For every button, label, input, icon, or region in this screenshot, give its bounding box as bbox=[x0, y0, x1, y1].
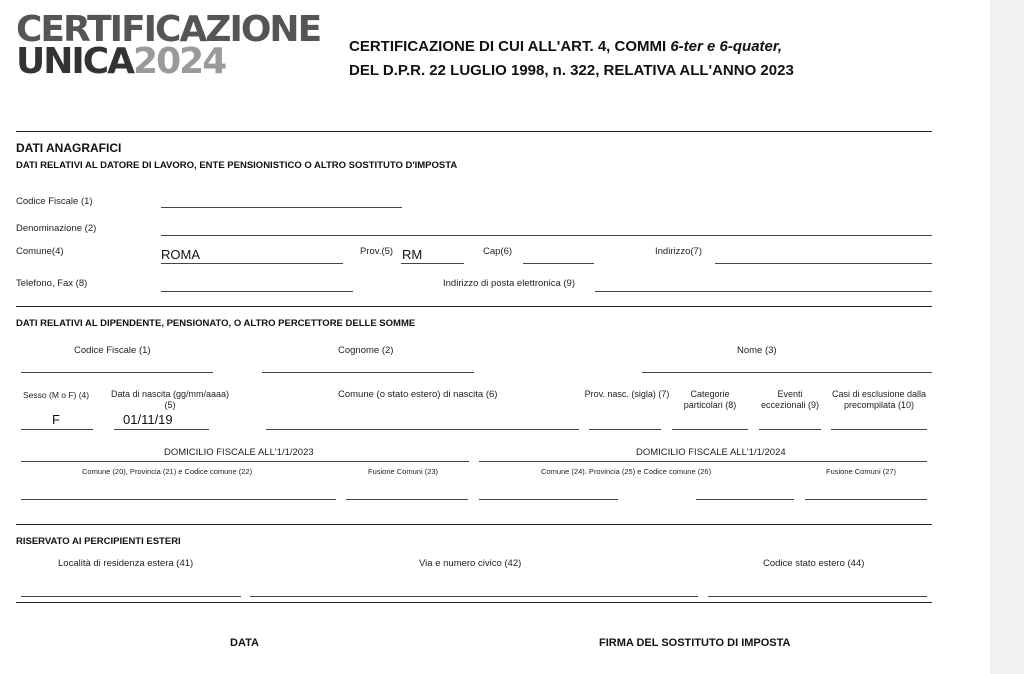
via-field[interactable] bbox=[250, 596, 698, 597]
comune-24-field[interactable] bbox=[479, 499, 618, 500]
divider bbox=[16, 602, 932, 603]
casi-field[interactable] bbox=[831, 429, 927, 430]
data-nascita-field[interactable] bbox=[114, 429, 209, 430]
data-nascita-value: 01/11/19 bbox=[123, 412, 173, 427]
fusione-27-field[interactable] bbox=[805, 499, 927, 500]
indirizzo-field[interactable] bbox=[715, 263, 932, 264]
eventi-label: Eventi eccezionali (9) bbox=[760, 389, 820, 410]
telefono-field[interactable] bbox=[161, 291, 353, 292]
data-nascita-label: Data di nascita (gg/mm/aaaa) (5) bbox=[110, 389, 230, 410]
fusione-23-field[interactable] bbox=[346, 499, 468, 500]
header-line1-italic: 6-ter e 6-quater, bbox=[670, 38, 783, 55]
domicilio-2024-title: DOMICILIO FISCALE ALL'1/1/2024 bbox=[636, 447, 786, 458]
employee-subtitle: DATI RELATIVI AL DIPENDENTE, PENSIONATO, O ALTRO PERCETTORE DELLE SOMME bbox=[16, 318, 416, 329]
telefono-label: Telefono, Fax (8) bbox=[16, 278, 88, 289]
divider bbox=[16, 524, 932, 525]
comune-label: Comune(4) bbox=[16, 246, 64, 257]
logo bbox=[16, 9, 321, 82]
comune-field[interactable] bbox=[161, 263, 343, 264]
via-label: Via e numero civico (42) bbox=[419, 558, 522, 569]
cap-field[interactable] bbox=[523, 263, 594, 264]
comune-24-label: Comune (24). Provincia (25) e Codice comune (26) bbox=[541, 467, 712, 476]
denominazione-field[interactable] bbox=[161, 235, 932, 236]
nome-label: Nome (3) bbox=[737, 345, 777, 356]
casi-label: Casi di esclusione dalla precompilata (10) bbox=[831, 389, 927, 410]
section-title-dati-anagrafici: DATI ANAGRAFICI bbox=[16, 141, 122, 155]
localita-label: Località di residenza estera (41) bbox=[58, 558, 194, 569]
codice-stato-label: Codice stato estero (44) bbox=[763, 558, 865, 569]
prov-value: RM bbox=[402, 247, 423, 262]
prov-label: Prov.(5) bbox=[360, 246, 394, 257]
sesso-field[interactable] bbox=[21, 429, 93, 430]
codice-stato-field[interactable] bbox=[708, 596, 927, 597]
prov-nasc-label: Prov. nasc. (sigla) (7) bbox=[584, 389, 670, 399]
codice-fiscale-label: Codice Fiscale (1) bbox=[16, 196, 93, 207]
domicilio-2023-title: DOMICILIO FISCALE ALL'1/1/2023 bbox=[164, 447, 314, 458]
header-line1 bbox=[349, 38, 782, 55]
comune-20-field[interactable] bbox=[21, 499, 336, 500]
comune-value: ROMA bbox=[161, 247, 200, 262]
comune-20-label: Comune (20), Provincia (21) e Codice comune (22) bbox=[82, 467, 253, 476]
employee-codice-fiscale-label: Codice Fiscale (1) bbox=[74, 345, 151, 356]
comune-24-extra-field[interactable] bbox=[696, 499, 794, 500]
indirizzo-label: Indirizzo(7) bbox=[655, 246, 702, 257]
fusione-23-label: Fusione Comuni (23) bbox=[368, 467, 439, 476]
side-panel bbox=[990, 0, 1024, 674]
categorie-label: Categorie particolari (8) bbox=[683, 389, 737, 410]
logo-year: 2024 bbox=[133, 41, 226, 82]
prov-nasc-field[interactable] bbox=[589, 429, 661, 430]
divider bbox=[21, 461, 469, 462]
nome-field[interactable] bbox=[642, 372, 932, 373]
sesso-label: Sesso (M o F) (4) bbox=[23, 390, 90, 400]
esteri-title: RISERVATO AI PERCIPIENTI ESTERI bbox=[16, 536, 181, 547]
email-field[interactable] bbox=[595, 291, 932, 292]
divider bbox=[479, 461, 927, 462]
fusione-27-label: Fusione Comuni (27) bbox=[826, 467, 897, 476]
localita-field[interactable] bbox=[21, 596, 241, 597]
eventi-field[interactable] bbox=[759, 429, 821, 430]
sesso-value: F bbox=[52, 412, 60, 427]
cognome-field[interactable] bbox=[262, 372, 474, 373]
categorie-field[interactable] bbox=[672, 429, 748, 430]
codice-fiscale-field[interactable] bbox=[161, 207, 402, 208]
data-label: DATA bbox=[230, 637, 259, 649]
divider bbox=[16, 131, 932, 132]
header-line2: DEL D.P.R. 22 LUGLIO 1998, n. 322, RELATIVA ALL'ANNO 2023 bbox=[349, 62, 794, 79]
employee-codice-fiscale-field[interactable] bbox=[21, 372, 213, 373]
header-line1-text: CERTIFICAZIONE DI CUI ALL'ART. 4, COMMI bbox=[349, 38, 671, 55]
logo-line1: CERTIFICAZIONE bbox=[16, 9, 321, 50]
employer-subtitle: DATI RELATIVI AL DATORE DI LAVORO, ENTE PENSIONISTICO O ALTRO SOSTITUTO D'IMPOSTA bbox=[16, 160, 458, 171]
comune-nascita-field[interactable] bbox=[266, 429, 579, 430]
firma-label: FIRMA DEL SOSTITUTO DI IMPOSTA bbox=[599, 637, 791, 649]
cap-label: Cap(6) bbox=[483, 246, 513, 257]
comune-nascita-label: Comune (o stato estero) di nascita (6) bbox=[338, 389, 498, 400]
email-label: Indirizzo di posta elettronica (9) bbox=[443, 278, 576, 289]
cognome-label: Cognome (2) bbox=[338, 345, 394, 356]
prov-field[interactable] bbox=[401, 263, 464, 264]
logo-unica: UNICA bbox=[16, 41, 134, 82]
denominazione-label: Denominazione (2) bbox=[16, 223, 97, 234]
divider bbox=[16, 306, 932, 307]
